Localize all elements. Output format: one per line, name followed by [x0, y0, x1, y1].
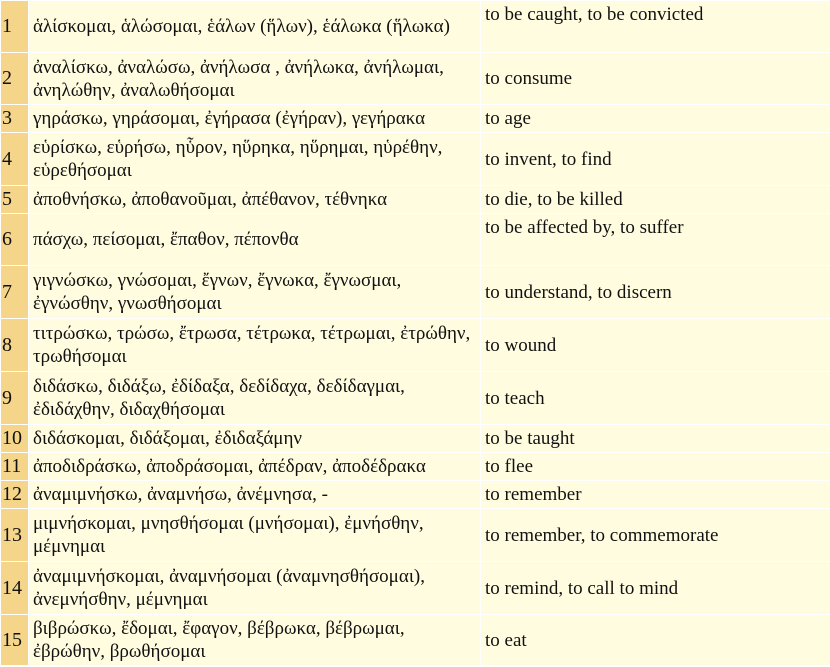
english-meaning: to remember, to commemorate [481, 509, 830, 562]
english-meaning: to understand, to discern [481, 266, 830, 319]
table-row [1, 1, 830, 53]
greek-principal-parts: μιμνήσκομαι, μνησθήσομαι (μνήσομαι), ἐμνήσθην, μέμνημαι [29, 509, 481, 562]
greek-principal-parts: πάσχω, πείσομαι, ἔπαθον, πέπονθα [29, 214, 481, 266]
english-meaning: to eat [481, 615, 830, 666]
row-number: 14 [1, 562, 29, 615]
greek-principal-parts: ἀναμιμνήσκομαι, ἀναμνήσομαι (ἀναμνησθήσομαι), ἀνεμνήσθην, μέμνημαι [29, 562, 481, 615]
english-meaning: to be taught [481, 425, 830, 453]
row-number: 5 [1, 186, 29, 214]
table-row [1, 615, 830, 666]
table-row [1, 53, 830, 105]
row-number: 15 [1, 615, 29, 666]
table-row [1, 453, 830, 481]
row-number: 3 [1, 105, 29, 133]
english-meaning: to be caught, to be convicted [481, 1, 830, 53]
greek-principal-parts: γηράσκω, γηράσομαι, ἐγήρασα (ἐγήραν), γεγήρακα [29, 105, 481, 133]
table-row [1, 372, 830, 425]
row-number: 10 [1, 425, 29, 453]
table-row [1, 481, 830, 509]
english-meaning: to age [481, 105, 830, 133]
english-meaning: to remember [481, 481, 830, 509]
row-number: 9 [1, 372, 29, 425]
english-meaning: to invent, to find [481, 133, 830, 186]
english-meaning: to die, to be killed [481, 186, 830, 214]
table-row [1, 425, 830, 453]
english-meaning: to teach [481, 372, 830, 425]
table-row [1, 186, 830, 214]
row-number: 4 [1, 133, 29, 186]
greek-principal-parts: ἁλίσκομαι, ἁλώσομαι, ἑάλων (ἥλων), ἑάλωκα (ἥλωκα) [29, 1, 481, 53]
english-meaning: to consume [481, 53, 830, 105]
english-meaning: to be affected by, to suffer [481, 214, 830, 266]
greek-principal-parts: βιβρώσκω, ἔδομαι, ἔφαγον, βέβρωκα, βέβρωμαι, ἐβρώθην, βρωθήσομαι [29, 615, 481, 666]
table-row [1, 133, 830, 186]
greek-principal-parts: γιγνώσκω, γνώσομαι, ἔγνων, ἔγνωκα, ἔγνωσμαι, ἐγνώσθην, γνωσθήσομαι [29, 266, 481, 319]
greek-principal-parts: ἀποθνήσκω, ἀποθανοῦμαι, ἀπέθανον, τέθνηκα [29, 186, 481, 214]
table-row [1, 509, 830, 562]
greek-principal-parts: διδάσκομαι, διδάξομαι, ἐδιδαξάμην [29, 425, 481, 453]
row-number: 1 [1, 1, 29, 53]
greek-principal-parts: ἀναμιμνήσκω, ἀναμνήσω, ἀνέμνησα, - [29, 481, 481, 509]
english-meaning: to wound [481, 319, 830, 372]
greek-principal-parts: ἀναλίσκω, ἀναλώσω, ἀνήλωσα , ἀνήλωκα, ἀνήλωμαι, ἀνηλώθην, ἀναλωθήσομαι [29, 53, 481, 105]
greek-principal-parts: ἀποδιδράσκω, ἀποδράσομαι, ἀπέδραν, ἀποδέδρακα [29, 453, 481, 481]
row-number: 8 [1, 319, 29, 372]
greek-principal-parts: τιτρώσκω, τρώσω, ἔτρωσα, τέτρωκα, τέτρωμαι, ἐτρώθην, τρωθήσομαι [29, 319, 481, 372]
english-meaning: to remind, to call to mind [481, 562, 830, 615]
row-number: 13 [1, 509, 29, 562]
row-number: 2 [1, 53, 29, 105]
table-row [1, 319, 830, 372]
english-meaning: to flee [481, 453, 830, 481]
row-number: 12 [1, 481, 29, 509]
row-number: 11 [1, 453, 29, 481]
table-row [1, 266, 830, 319]
row-number: 6 [1, 214, 29, 266]
table-row [1, 214, 830, 266]
table-row [1, 562, 830, 615]
greek-principal-parts: εὑρίσκω, εὑρήσω, ηὗρον, ηὕρηκα, ηὕρημαι, ηὑρέθην, εὑρεθήσομαι [29, 133, 481, 186]
table-row [1, 105, 830, 133]
row-number: 7 [1, 266, 29, 319]
greek-principal-parts: διδάσκω, διδάξω, ἐδίδαξα, δεδίδαχα, δεδίδαγμαι, ἐδιδάχθην, διδαχθήσομαι [29, 372, 481, 425]
